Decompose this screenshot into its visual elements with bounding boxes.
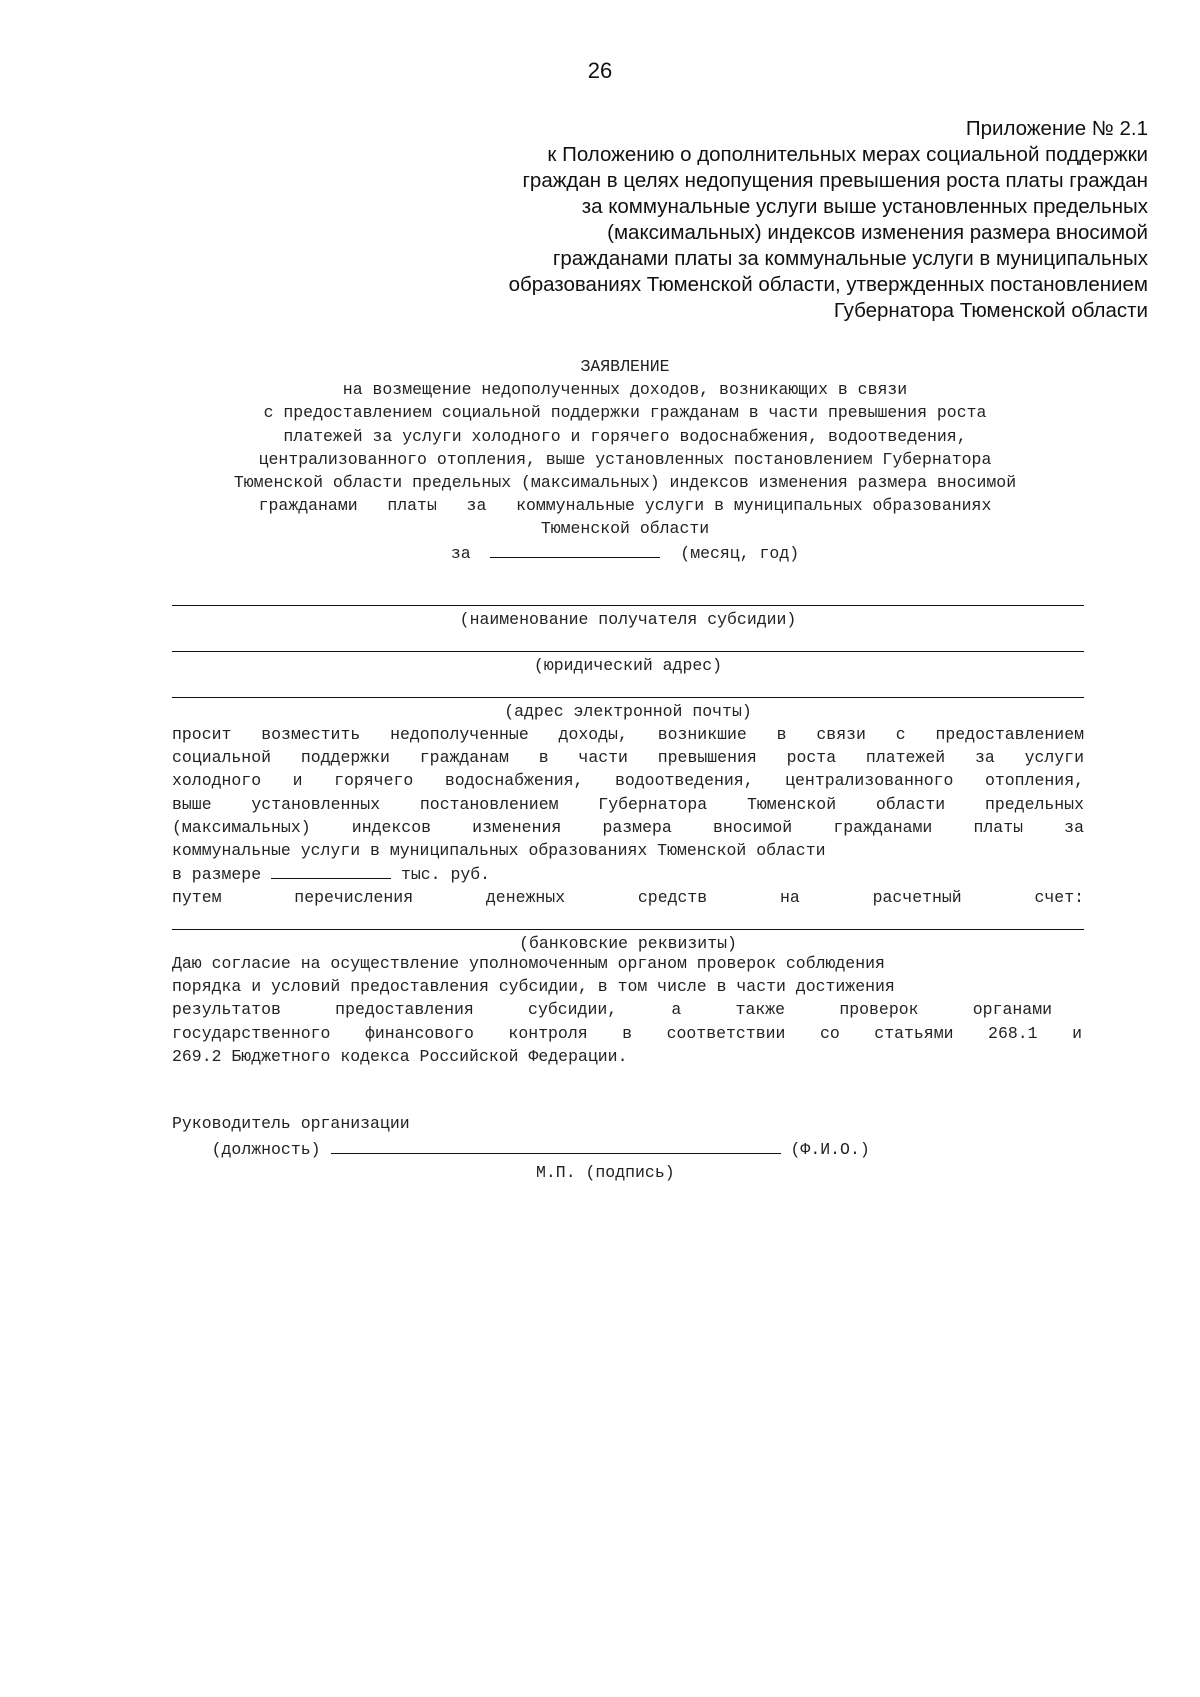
position-caption: (должность): [211, 1140, 321, 1160]
full-name-caption: (Ф.И.О.): [790, 1140, 870, 1160]
page-number: 26: [587, 58, 613, 83]
consent-line: государственного финансового контроля в соответствии со статьями 268.1 и: [172, 1023, 1082, 1043]
appendix-text-line: Губернатора Тюменской области: [833, 299, 1148, 322]
amount-unit: тыс. руб.: [400, 865, 491, 885]
statement-subject-line: на возмещение недополученных доходов, возникающих в связи: [342, 380, 908, 400]
statement-subject-line: централизованного отопления, выше установленных постановлением Губернатора: [258, 449, 992, 469]
recipient-name-caption: (наименование получателя субсидии): [459, 610, 797, 629]
appendix-text-line: за коммунальные услуги выше установленных предельных: [581, 195, 1148, 218]
statement-subject-line: Тюменской области предельных (максимальных) индексов изменения размера вносимой: [233, 473, 1017, 493]
statement-subject-line: с предоставлением социальной поддержки гражданам в части превышения роста: [263, 403, 987, 423]
legal-address-line[interactable]: [172, 651, 1084, 652]
statement-subject-line: гражданами платы за коммунальные услуги в муниципальных образованиях: [258, 496, 992, 516]
consent-line: 269.2 Бюджетного кодекса Российской Федерации.: [172, 1046, 628, 1066]
statement-subject-line: Тюменской области: [540, 519, 710, 539]
recipient-name-field: [172, 605, 1084, 631]
legal-address-caption: (юридический адрес): [533, 656, 723, 675]
recipient-name-line[interactable]: [172, 605, 1084, 606]
bank-details-line[interactable]: [172, 929, 1084, 930]
appendix-text-line: гражданами платы за коммунальные услуги в муниципальных: [552, 247, 1148, 270]
request-line: холодного и горячего водоснабжения, водоотведения, централизованного отопления,: [172, 771, 1084, 791]
consent-line: порядка и условий предоставления субсидии, в том числе в части достижения: [172, 977, 895, 997]
statement-subject-line: платежей за услуги холодного и горячего водоснабжения, водоотведения,: [283, 426, 967, 446]
appendix-text-line: к Положению о дополнительных мерах социальной поддержки: [547, 143, 1148, 166]
period-prefix: за: [450, 543, 471, 563]
appendix-text-line: граждан в целях недопущения превышения роста платы граждан: [522, 169, 1148, 192]
consent-line: результатов предоставления субсидии, а также проверок органами: [172, 1000, 1052, 1020]
statement-title-block: [150, 355, 1100, 565]
period-line: [150, 541, 1100, 565]
appendix-number: Приложение № 2.1: [965, 117, 1148, 140]
signature-block: [172, 1112, 1084, 1185]
email-field: [172, 697, 1084, 723]
period-blank-field[interactable]: [490, 541, 660, 558]
appendix-text-line: образованиях Тюменской области, утвержденных постановлением: [508, 273, 1148, 296]
email-line[interactable]: [172, 697, 1084, 698]
stamp-signature-caption: М.П. (подпись): [536, 1163, 675, 1183]
request-line: коммунальные услуги в муниципальных образованиях Тюменской области: [172, 841, 826, 861]
amount-line: [172, 862, 1084, 886]
bank-details-caption: (банковские реквизиты): [519, 934, 737, 953]
request-line: просит возместить недополученные доходы, возникшие в связи с предоставлением: [172, 725, 1084, 744]
appendix-header: [388, 116, 1148, 324]
request-line: (максимальных) индексов изменения размера вносимой гражданами платы за: [172, 817, 1084, 837]
request-paragraph: [172, 723, 1084, 910]
legal-address-field: [172, 651, 1084, 677]
signature-row: [172, 1135, 1084, 1161]
signatory-title: Руководитель организации: [172, 1114, 410, 1133]
request-line: выше установленных постановлением Губернатора Тюменской области предельных: [172, 794, 1084, 814]
consent-paragraph: [172, 952, 1084, 1068]
consent-line: Даю согласие на осуществление уполномоченным органом проверок соблюдения: [172, 954, 885, 973]
request-line: социальной поддержки гражданам в части превышения роста платежей за услуги: [172, 748, 1084, 768]
email-caption: (адрес электронной почты): [504, 702, 752, 721]
transfer-line: путем перечисления денежных средств на расчетный счет:: [172, 888, 1084, 908]
amount-prefix: в размере: [172, 865, 262, 885]
amount-blank-field[interactable]: [271, 862, 391, 879]
period-caption: (месяц, год): [680, 543, 800, 563]
signature-line[interactable]: [331, 1135, 781, 1154]
statement-heading: ЗАЯВЛЕНИЕ: [580, 357, 670, 376]
appendix-text-line: (максимальных) индексов изменения размера вносимой: [607, 221, 1148, 244]
